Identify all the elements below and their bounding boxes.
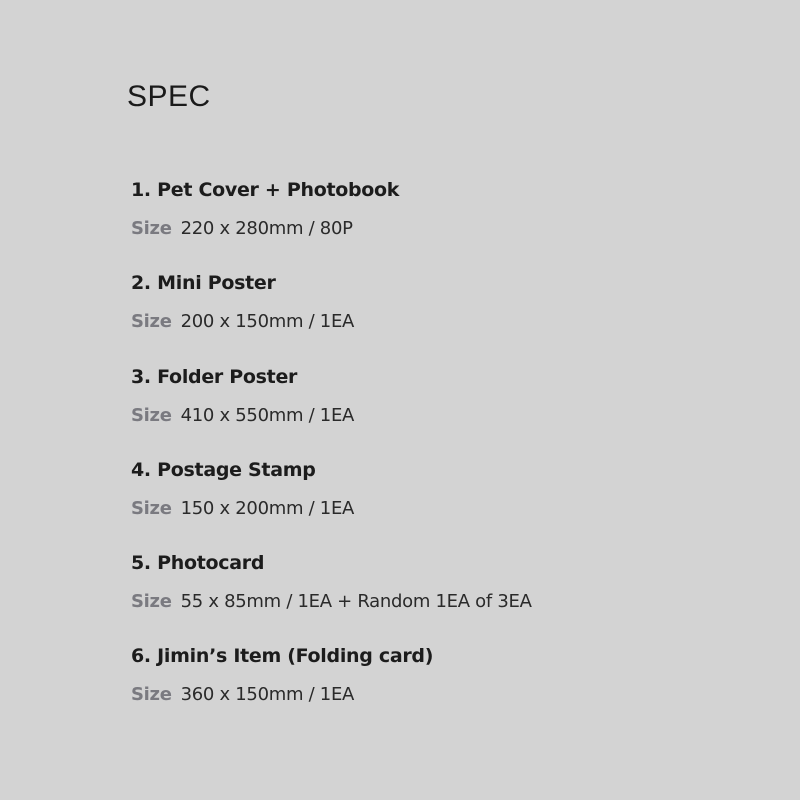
item-name: 2. Mini Poster xyxy=(131,272,276,295)
page-title: SPEC xyxy=(127,80,211,113)
spec-item-folder-poster xyxy=(131,363,532,456)
item-name: 6. Jimin’s Item (Folding card) xyxy=(131,645,434,668)
size-value: 200 x 150mm / 1EA xyxy=(180,311,355,333)
size-label: Size xyxy=(131,591,172,613)
item-size xyxy=(131,589,532,615)
item-size xyxy=(131,496,532,522)
size-value: 55 x 85mm / 1EA + Random 1EA of 3EA xyxy=(180,591,532,613)
item-size xyxy=(131,403,532,429)
spec-item-mini-poster xyxy=(131,269,532,362)
item-name: 4. Postage Stamp xyxy=(131,458,316,481)
size-label: Size xyxy=(131,311,172,333)
item-size xyxy=(131,682,532,708)
item-name: 5. Photocard xyxy=(131,552,265,575)
spec-item-pet-cover-photobook xyxy=(131,176,532,269)
size-label: Size xyxy=(131,684,172,706)
size-value: 220 x 280mm / 80P xyxy=(180,218,353,239)
size-value: 150 x 200mm / 1EA xyxy=(180,497,355,519)
spec-list xyxy=(131,176,532,736)
item-name: 3. Folder Poster xyxy=(131,365,298,388)
size-label: Size xyxy=(131,497,172,519)
spec-item-postage-stamp xyxy=(131,456,532,549)
item-size xyxy=(131,309,532,335)
size-value: 360 x 150mm / 1EA xyxy=(180,684,355,706)
spec-item-photocard xyxy=(131,549,532,642)
item-size xyxy=(131,216,532,242)
size-label: Size xyxy=(131,404,172,426)
size-value: 410 x 550mm / 1EA xyxy=(180,404,355,426)
size-label: Size xyxy=(131,218,172,239)
spec-item-jimins-item xyxy=(131,642,532,735)
item-name: 1. Pet Cover + Photobook xyxy=(131,179,400,201)
